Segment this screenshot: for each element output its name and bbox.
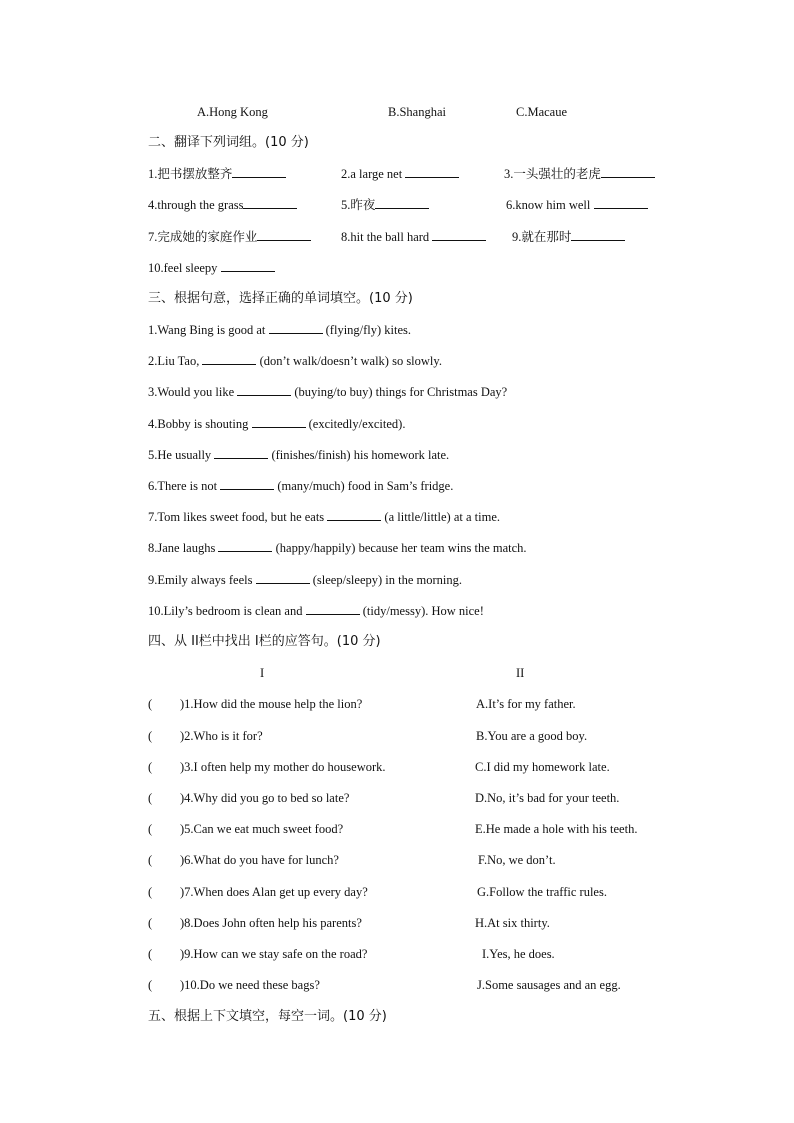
translate-item: 8.hit the ball hard [341, 229, 486, 245]
answer-blank[interactable] [252, 416, 306, 428]
answer-blank[interactable] [214, 447, 268, 459]
answer-paren[interactable]: ( [148, 760, 153, 774]
translate-item: 5.昨夜 [341, 197, 429, 213]
answer-paren[interactable]: ( [148, 947, 153, 961]
answer-blank[interactable] [237, 384, 291, 396]
answer-blank[interactable] [306, 603, 360, 615]
answer-blank[interactable] [221, 260, 275, 272]
answer-blank[interactable] [327, 509, 381, 521]
column-ii-title: II [516, 666, 525, 680]
response-item: B.You are a good boy. [476, 729, 588, 743]
answer-paren[interactable]: ( [148, 885, 153, 899]
answer-blank[interactable] [594, 197, 648, 209]
question-item: )2.Who is it for? [180, 729, 263, 743]
answer-blank[interactable] [571, 229, 625, 241]
fill-item: 7.Tom likes sweet food, but he eats (a little/little) at a time. [148, 510, 501, 524]
question-item: )9.How can we stay safe on the road? [180, 947, 368, 961]
fill-item: 1.Wang Bing is good at (flying/fly) kites. [148, 323, 412, 337]
fill-item: 3.Would you like (buying/to buy) things for Christmas Day? [148, 385, 508, 399]
fill-item: 5.He usually (finishes/finish) his homework late. [148, 448, 450, 462]
translate-item: 1.把书摆放整齐 [148, 166, 286, 182]
answer-blank[interactable] [218, 540, 272, 552]
option-b: B.Shanghai [388, 105, 446, 119]
answer-paren[interactable]: ( [148, 916, 153, 930]
response-item: E.He made a hole with his teeth. [475, 822, 638, 836]
answer-blank[interactable] [243, 197, 297, 209]
translate-item: 2.a large net [341, 166, 459, 182]
translate-item: 7.完成她的家庭作业 [148, 229, 311, 245]
question-item: )8.Does John often help his parents? [180, 916, 362, 930]
answer-paren[interactable]: ( [148, 822, 153, 836]
translate-item: 6.know him well [506, 197, 648, 213]
question-item: )3.I often help my mother do housework. [180, 760, 386, 774]
response-item: H.At six thirty. [475, 916, 550, 930]
section-4-heading: 四、从 II栏中找出 I栏的应答句。(10 分) [148, 634, 381, 649]
question-item: )7.When does Alan get up every day? [180, 885, 368, 899]
translate-item: 9.就在那时 [512, 229, 625, 245]
translate-item: 3.一头强壮的老虎 [504, 166, 655, 182]
question-item: )10.Do we need these bags? [180, 978, 320, 992]
response-item: A.It’s for my father. [476, 697, 576, 711]
answer-paren[interactable]: ( [148, 853, 153, 867]
answer-blank[interactable] [256, 572, 310, 584]
section-3-heading: 三、根据句意，选择正确的单词填空。(10 分) [148, 291, 413, 306]
question-item: )4.Why did you go to bed so late? [180, 791, 350, 805]
answer-paren[interactable]: ( [148, 978, 153, 992]
fill-item: 8.Jane laughs (happy/happily) because her team wins the match. [148, 541, 527, 555]
response-item: D.No, it’s bad for your teeth. [475, 791, 620, 805]
fill-item: 9.Emily always feels (sleep/sleepy) in the morning. [148, 573, 463, 587]
column-i-title: I [260, 666, 265, 680]
response-item: G.Follow the traffic rules. [477, 885, 607, 899]
question-item: )6.What do you have for lunch? [180, 853, 339, 867]
fill-item: 6.There is not (many/much) food in Sam’s fridge. [148, 479, 454, 493]
answer-paren[interactable]: ( [148, 791, 153, 805]
response-item: I.Yes, he does. [482, 947, 555, 961]
option-a: A.Hong Kong [197, 105, 268, 119]
response-item: F.No, we don’t. [478, 853, 556, 867]
answer-blank[interactable] [220, 478, 274, 490]
fill-item: 4.Bobby is shouting (excitedly/excited). [148, 417, 406, 431]
answer-blank[interactable] [432, 229, 486, 241]
question-item: )1.How did the mouse help the lion? [180, 697, 363, 711]
response-item: J.Some sausages and an egg. [477, 978, 621, 992]
section-5-heading: 五、根据上下文填空，每空一词。(10 分) [148, 1009, 387, 1024]
answer-paren[interactable]: ( [148, 697, 153, 711]
answer-paren[interactable]: ( [148, 729, 153, 743]
answer-blank[interactable] [405, 166, 459, 178]
answer-blank[interactable] [375, 197, 429, 209]
option-c: C.Macaue [516, 105, 568, 119]
response-item: C.I did my homework late. [475, 760, 610, 774]
answer-blank[interactable] [202, 353, 256, 365]
translate-item: 10.feel sleepy [148, 260, 275, 276]
question-item: )5.Can we eat much sweet food? [180, 822, 344, 836]
section-2-heading: 二、翻译下列词组。(10 分) [148, 135, 309, 150]
answer-blank[interactable] [257, 229, 311, 241]
answer-blank[interactable] [232, 166, 286, 178]
answer-blank[interactable] [269, 322, 323, 334]
translate-item: 4.through the grass [148, 197, 297, 213]
answer-blank[interactable] [601, 166, 655, 178]
fill-item: 10.Lily’s bedroom is clean and (tidy/messy). How nice! [148, 604, 484, 618]
fill-item: 2.Liu Tao, (don’t walk/doesn’t walk) so slowly. [148, 354, 442, 368]
